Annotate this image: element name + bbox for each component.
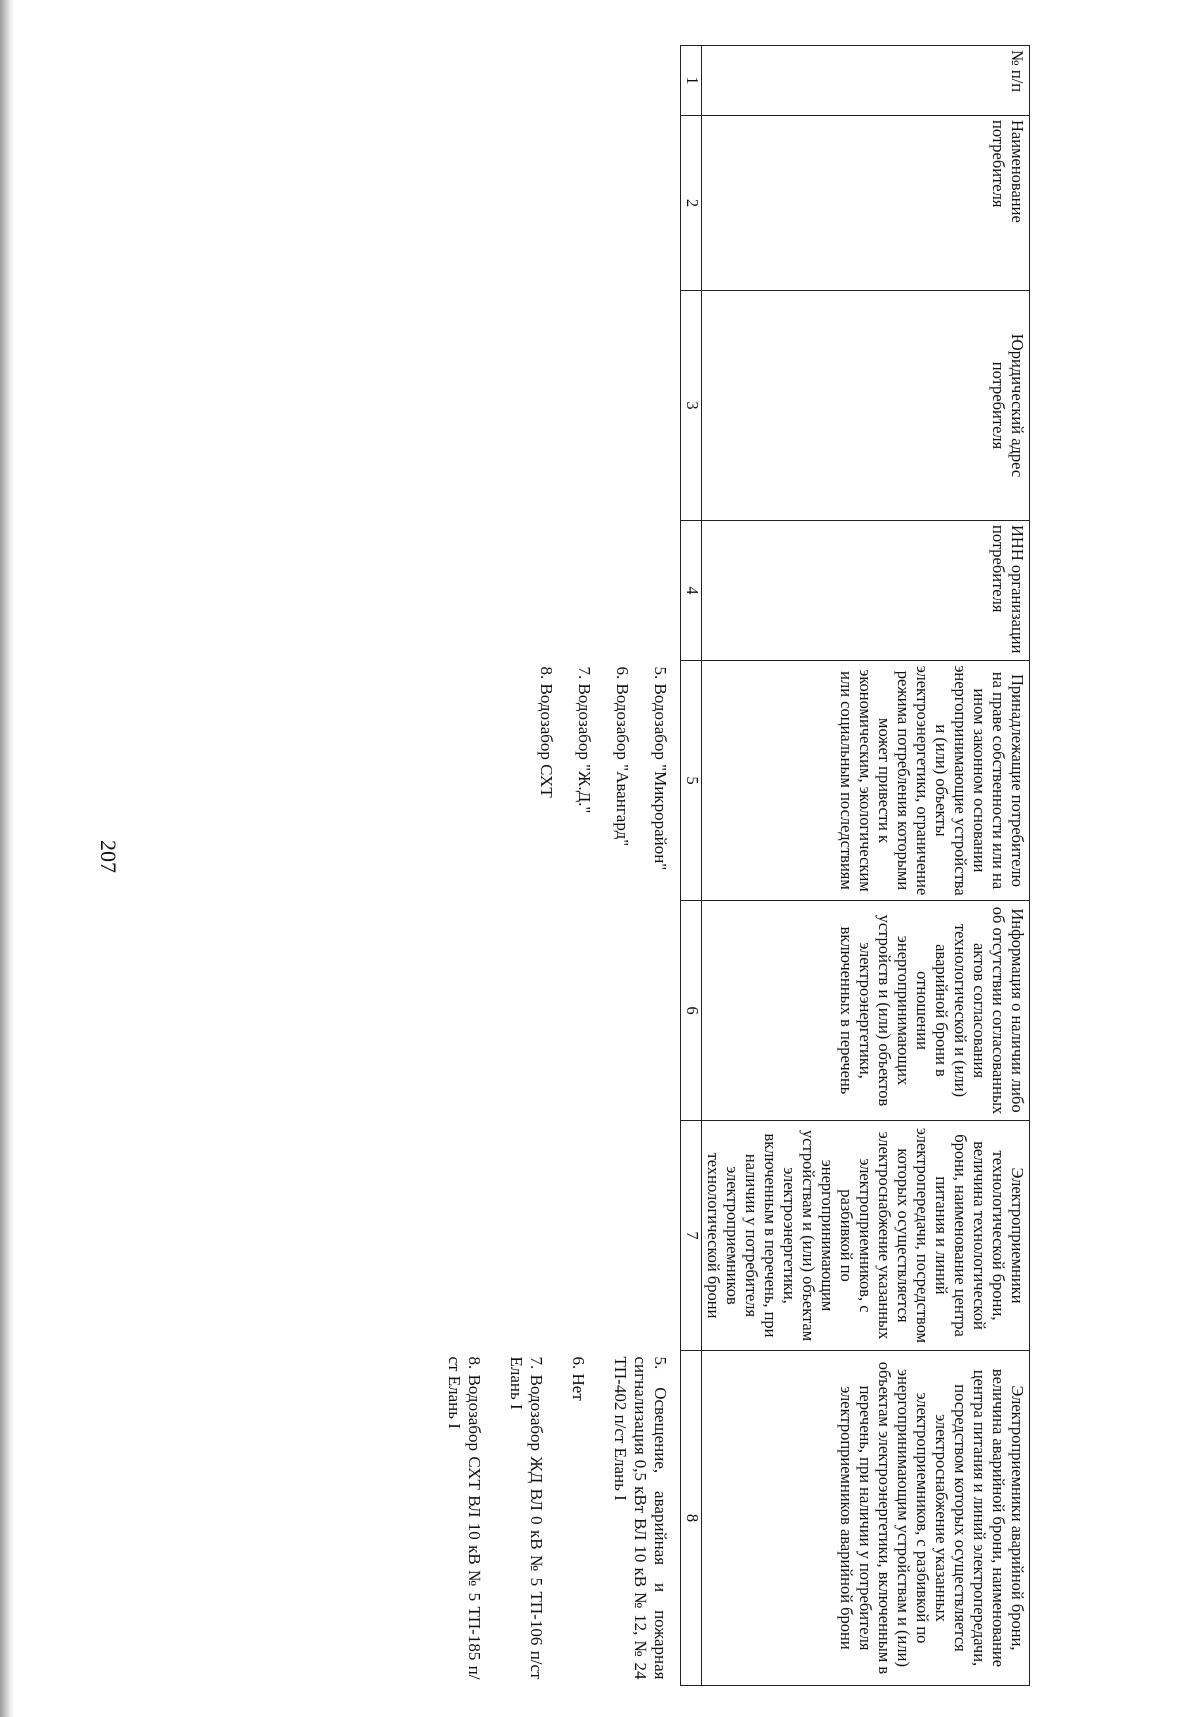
list-item: 6. Нет [569, 1356, 588, 1401]
header-col-5: Принадлежащие потребителю на праве собственности или на ином законном основании энергопринимающие устройства и (или) объекты электроэнергетики, ограничение режима потребления которыми может привести к экономическим, экологическим или социальным последствиям [702, 661, 1030, 901]
cell-consumer-name [110, 116, 681, 291]
scan-edge-shadow [0, 0, 14, 1717]
cell-objects [110, 661, 681, 901]
list-item: 7. Водозабор "Ж.Д." [575, 666, 594, 814]
list-item: 7. Водозабор ЖД ВЛ 0 кВ № 5 ТП-106 п/ст Елань I [507, 1356, 546, 1680]
table-body-row [110, 46, 681, 1686]
list-item: 5. Освещение, аварийная и пожарная сигнализация 0,5 кВт ВЛ 10 кВ № 12, № 24 ТП-402 п/ст Елань I [611, 1356, 670, 1680]
list-item: 8. Водозабор СХТ ВЛ 10 кВ № 5 ТП-185 п/ст Елань I [445, 1356, 484, 1680]
column-number: 5 [681, 661, 702, 901]
consumer-reservation-table [110, 45, 1030, 1686]
header-col-2: Наименование потребителя [702, 116, 1030, 291]
cell-number [110, 46, 681, 116]
column-number: 2 [681, 116, 702, 291]
cell-emergency-reserve [110, 1351, 681, 1686]
list-item: 5. Водозабор "Микрорайон" [651, 666, 670, 871]
cell-legal-address [110, 291, 681, 521]
cell-technological-reserve [110, 1121, 681, 1351]
cell-inn [110, 521, 681, 661]
header-col-4: ИНН организации потребителя [702, 521, 1030, 661]
rotated-document-page [150, 45, 1030, 1685]
column-number: 1 [681, 46, 702, 116]
header-col-1: № п/п [702, 46, 1030, 116]
column-number-row [681, 46, 702, 1686]
column-number: 7 [681, 1121, 702, 1351]
list-item: 8. Водозабор СХТ [537, 666, 556, 798]
header-col-8: Электроприемники аварийной брони, величина аварийной брони, наименование центра питания и линий электропередачи, посредством которых осуществляется электроснабжение указанных электроприемников, с разбивкой по энергопринимающим устройствам и (или) объектам электроэнергетики, включенным в перечень, при наличии у потребителя электроприемников аварийной брони [702, 1351, 1030, 1686]
column-number: 8 [681, 1351, 702, 1686]
page-number: 207 [96, 840, 121, 873]
column-number: 6 [681, 901, 702, 1121]
header-col-6: Информация о наличии либо об отсутствии согласованных актов согласования технологической и (или) аварийной брони в отношении энергопринимающих устройств и (или) объектов электроэнергетики, включенных в перечень [702, 901, 1030, 1121]
table-header-row [702, 46, 1030, 1686]
list-item: 6. Водозабор "Авангард" [613, 666, 632, 847]
header-col-3: Юридический адрес потребителя [702, 291, 1030, 521]
cell-agreement-info [110, 901, 681, 1121]
column-number: 3 [681, 291, 702, 521]
column-number: 4 [681, 521, 702, 661]
header-col-7: Электроприемники технологической брони, величина технологической брони, наименование центра питания и линий электропередачи, посредством которых осуществляется электроснабжение указанных электроприемников, с разбивкой по энергопринимающим устройствам и (или) объектам электроэнергетики, включенным в перечень, при наличии у потребителя электроприемников технологической брони [702, 1121, 1030, 1351]
